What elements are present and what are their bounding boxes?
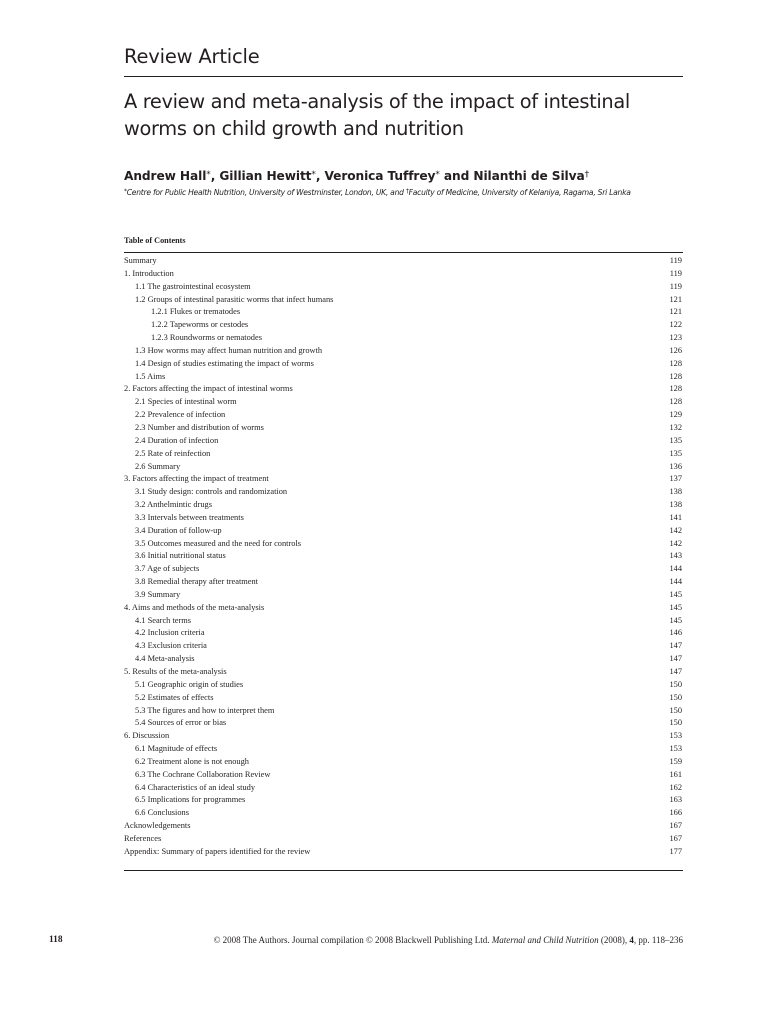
toc-entry (124, 769, 683, 782)
affiliation-mark: * (311, 170, 316, 180)
toc-entry-label: Appendix: Summary of papers identified for the review (124, 846, 311, 856)
toc-entry (124, 627, 683, 640)
toc-entry (124, 332, 683, 345)
toc-entry-page: 161 (669, 769, 682, 779)
toc-entry-page: 166 (669, 808, 682, 818)
toc-entry-label: 3.3 Intervals between treatments (135, 512, 244, 522)
toc-entry (124, 717, 683, 730)
affiliation-line (124, 186, 724, 199)
journal-year: (2008), (598, 935, 630, 945)
toc-entry-label: 1.2 Groups of intestinal parasitic worms that infect humans (135, 294, 334, 304)
toc-entry-label: 3.9 Summary (135, 589, 181, 599)
toc-entry-label: 4.2 Inclusion criteria (135, 628, 205, 638)
affiliation-text: Centre for Public Health Nutrition, University of Westminster, London, UK, and (126, 188, 406, 197)
toc-entry-page: 128 (669, 397, 682, 407)
toc-entry (124, 602, 683, 615)
toc-entry (124, 563, 683, 576)
toc-entry (124, 435, 683, 448)
affiliation-mark: * (435, 170, 440, 180)
toc-entry-label: 4. Aims and methods of the meta-analysis (124, 602, 265, 612)
toc-entry (124, 345, 683, 358)
page-number: 118 (49, 935, 63, 945)
toc-entry-page: 128 (669, 371, 682, 381)
toc-entry-page: 136 (669, 461, 682, 471)
toc-entry (124, 679, 683, 692)
toc-entry (124, 743, 683, 756)
toc-entry-label: 3.8 Remedial therapy after treatment (135, 577, 259, 587)
toc-entry (124, 550, 683, 563)
toc-entry-label: 6.6 Conclusions (135, 808, 189, 818)
toc-entry-label: 4.3 Exclusion criteria (135, 641, 207, 651)
author-name: Andrew Hall (124, 169, 207, 183)
toc-entry (124, 666, 683, 679)
toc-entry (124, 371, 683, 384)
toc-entry (124, 396, 683, 409)
toc-entry-page: 135 (669, 435, 682, 445)
affiliation-mark: * (206, 170, 211, 180)
toc-entry (124, 448, 683, 461)
toc-entry-page: 145 (669, 602, 682, 612)
toc-entry-page: 132 (669, 422, 682, 432)
toc-entry-label: 5.3 The figures and how to interpret them (135, 705, 275, 715)
toc-entry-label: 2.6 Summary (135, 461, 181, 471)
toc-entry-page: 128 (669, 358, 682, 368)
author-name: Veronica Tuffrey (324, 169, 436, 183)
author-name: Gillian Hewitt (219, 169, 312, 183)
toc-list (124, 255, 683, 859)
article-title: A review and meta-analysis of the impact of intestinal worms on child growth and nutrition (124, 90, 630, 140)
toc-entry-page: 142 (669, 525, 682, 535)
toc-rule (124, 252, 683, 253)
toc-entry-page: 121 (669, 307, 682, 317)
toc-entry-label: 1.3 How worms may affect human nutrition and growth (135, 345, 323, 355)
toc-entry (124, 640, 683, 653)
header-rule (124, 76, 683, 77)
toc-entry-label: 3.1 Study design: controls and randomization (135, 487, 288, 497)
toc-entry-label: References (124, 833, 162, 843)
toc-entry-label: 6.4 Characteristics of an ideal study (135, 782, 256, 792)
toc-entry (124, 705, 683, 718)
toc-entry-page: 145 (669, 615, 682, 625)
toc-entry-page: 142 (669, 538, 682, 548)
journal-pages: , pp. 118–236 (633, 935, 683, 945)
author-separator: , (315, 169, 325, 183)
toc-entry-label: 1.2.3 Roundworms or nematodes (151, 333, 262, 343)
toc-entry-label: 6.3 The Cochrane Collaboration Review (135, 769, 271, 779)
toc-entry (124, 756, 683, 769)
toc-entry-page: 150 (669, 679, 682, 689)
toc-entry-label: 3.4 Duration of follow-up (135, 525, 222, 535)
toc-entry (124, 820, 683, 833)
affiliation-mark: * (124, 188, 127, 195)
toc-entry-page: 153 (669, 744, 682, 754)
toc-entry (124, 782, 683, 795)
toc-entry-label: 1.2.1 Flukes or trematodes (151, 307, 241, 317)
toc-entry-page: 150 (669, 692, 682, 702)
toc-entry (124, 499, 683, 512)
toc-entry-page: 122 (669, 320, 682, 330)
toc-entry (124, 268, 683, 281)
toc-entry-label: 3.6 Initial nutritional status (135, 551, 226, 561)
toc-entry-page: 145 (669, 589, 682, 599)
toc-entry (124, 525, 683, 538)
affiliation-mark: † (405, 188, 409, 195)
toc-entry-page: 153 (669, 731, 682, 741)
toc-entry-label: 1. Introduction (124, 268, 174, 278)
toc-entry-label: 4.4 Meta-analysis (135, 654, 195, 664)
toc-entry (124, 512, 683, 525)
toc-entry (124, 461, 683, 474)
toc-entry (124, 422, 683, 435)
author-separator: and (439, 169, 474, 183)
toc-entry-page: 150 (669, 705, 682, 715)
toc-entry (124, 486, 683, 499)
toc-entry-label: 3.2 Anthelmintic drugs (135, 500, 212, 510)
toc-entry-label: 2.5 Rate of reinfection (135, 448, 211, 458)
toc-entry (124, 255, 683, 268)
toc-entry (124, 383, 683, 396)
toc-entry-label: 1.5 Aims (135, 371, 166, 381)
toc-entry-label: 5.1 Geographic origin of studies (135, 679, 244, 689)
toc-entry-page: 123 (669, 333, 682, 343)
toc-entry-label: 2.4 Duration of infection (135, 435, 219, 445)
toc-entry (124, 794, 683, 807)
toc-entry (124, 615, 683, 628)
toc-entry-page: 138 (669, 500, 682, 510)
toc-entry-page: 162 (669, 782, 682, 792)
toc-entry-page: 147 (669, 641, 682, 651)
toc-entry-page: 150 (669, 718, 682, 728)
toc-entry-label: 6. Discussion (124, 731, 170, 741)
journal-name: Maternal and Child Nutrition (491, 935, 599, 945)
toc-heading: Table of Contents (124, 236, 186, 245)
toc-entry-label: Acknowledgements (124, 821, 191, 831)
toc-entry-label: 5. Results of the meta-analysis (124, 667, 227, 676)
toc-entry-page: 135 (669, 448, 682, 458)
page-header (124, 44, 683, 70)
toc-entry (124, 846, 683, 859)
toc-entry (124, 807, 683, 820)
toc-entry-label: 1.4 Design of studies estimating the impact of worms (135, 358, 314, 368)
toc-entry (124, 319, 683, 332)
toc-entry (124, 306, 683, 319)
toc-entry (124, 409, 683, 422)
toc-entry-label: 3.7 Age of subjects (135, 564, 200, 574)
toc-entry (124, 538, 683, 551)
toc-entry (124, 358, 683, 371)
table-of-contents (124, 234, 683, 859)
toc-entry (124, 730, 683, 743)
toc-entry-label: 3.5 Outcomes measured and the need for controls (135, 538, 302, 548)
toc-entry-label: 2. Factors affecting the impact of intestinal worms (124, 384, 293, 394)
toc-entry-label: 6.5 Implications for programmes (135, 795, 246, 805)
toc-entry-page: 146 (669, 628, 682, 638)
toc-entry-label: 5.2 Estimates of effects (135, 692, 214, 702)
toc-entry (124, 833, 683, 846)
toc-entry-page: 177 (669, 846, 682, 856)
toc-entry-label: Summary (124, 256, 157, 265)
toc-entry-label: 2.3 Number and distribution of worms (135, 422, 264, 432)
toc-entry (124, 473, 683, 486)
toc-entry-label: 5.4 Sources of error or bias (135, 718, 227, 728)
toc-entry (124, 281, 683, 294)
toc-entry (124, 692, 683, 705)
toc-entry-page: 143 (669, 551, 682, 561)
toc-entry-label: 6.1 Magnitude of effects (135, 744, 218, 754)
journal-volume: 4 (629, 935, 634, 945)
toc-entry (124, 576, 683, 589)
toc-entry-page: 147 (669, 654, 682, 664)
author-list (124, 166, 683, 185)
toc-entry-page: 159 (669, 756, 682, 766)
toc-entry-label: 1.1 The gastrointestinal ecosystem (135, 281, 251, 291)
affiliation-mark: † (584, 170, 589, 180)
toc-entry (124, 294, 683, 307)
toc-entry-page: 129 (669, 410, 682, 420)
toc-entry-page: 128 (669, 384, 682, 394)
copyright-line (214, 934, 683, 946)
toc-entry (124, 589, 683, 602)
toc-entry (124, 653, 683, 666)
toc-entry-page: 167 (669, 833, 682, 843)
toc-entry-page: 119 (669, 268, 682, 278)
toc-entry-page: 138 (669, 487, 682, 497)
toc-entry-page: 147 (669, 667, 682, 676)
toc-entry-label: 3. Factors affecting the impact of treatment (124, 474, 269, 484)
toc-entry-page: 119 (669, 256, 682, 265)
toc-entry-page: 141 (669, 512, 682, 522)
toc-entry-page: 137 (669, 474, 682, 484)
toc-entry-page: 121 (669, 294, 682, 304)
toc-bottom-rule (124, 870, 683, 871)
toc-entry-label: 1.2.2 Tapeworms or cestodes (151, 320, 249, 330)
copyright-text: © 2008 The Authors. Journal compilation © 2008 Blackwell Publishing Ltd. (213, 935, 492, 945)
author-name: Nilanthi de Silva (473, 169, 585, 183)
toc-entry-label: 6.2 Treatment alone is not enough (135, 756, 249, 766)
toc-entry-page: 144 (669, 577, 682, 587)
toc-entry-page: 119 (669, 281, 682, 291)
affiliation-text: Faculty of Medicine, University of Kelaniya, Ragama, Sri Lanka (408, 188, 631, 197)
author-separator: , (210, 169, 220, 183)
section-label: Review Article (124, 45, 260, 68)
toc-entry-label: 2.2 Prevalence of infection (135, 410, 226, 420)
toc-entry-label: 4.1 Search terms (135, 615, 192, 625)
toc-entry-page: 126 (669, 345, 682, 355)
toc-entry-page: 167 (669, 821, 682, 831)
toc-entry-label: 2.1 Species of intestinal worm (135, 397, 237, 407)
toc-entry-page: 163 (669, 795, 682, 805)
toc-entry-page: 144 (669, 564, 682, 574)
